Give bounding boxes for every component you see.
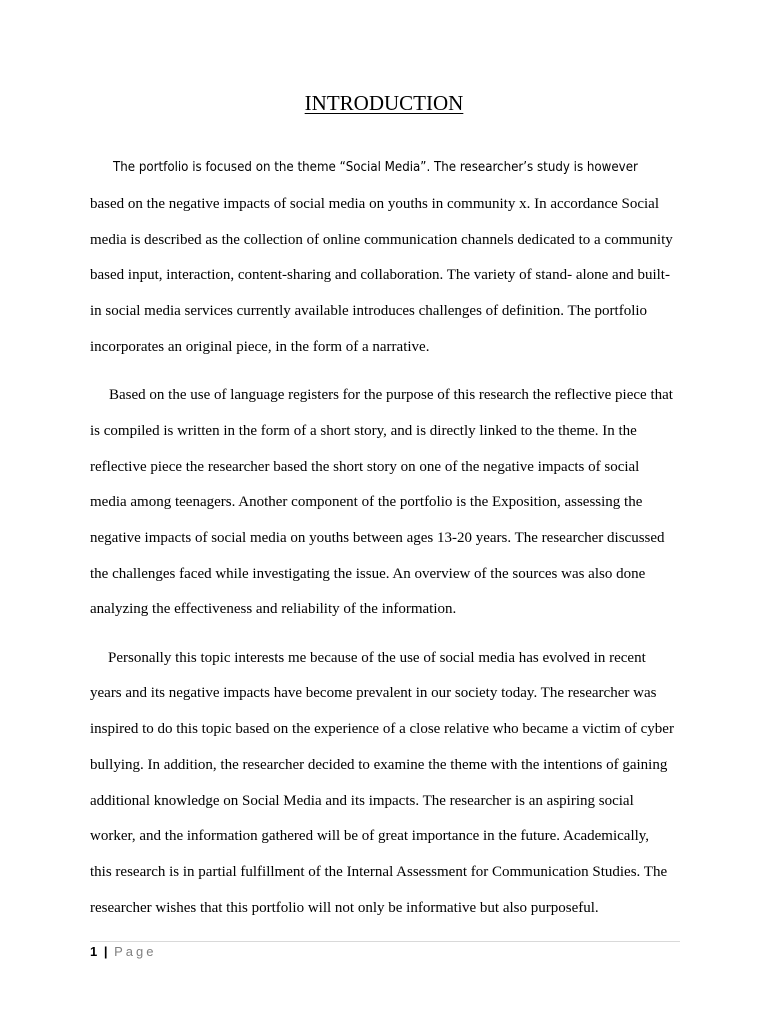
page-label: Page xyxy=(114,944,157,959)
paragraph-2-line-1: Based on the use of language registers for the purpose of this research the reflective piece that xyxy=(109,387,673,403)
paragraph-1-line-4: based input, interaction, content-sharing and collaboration. The variety of stand- alone and built- xyxy=(90,267,670,283)
paragraph-3-line-3: inspired to do this topic based on the experience of a close relative who became a victim of cyber xyxy=(90,721,674,737)
paragraph-1-line-3: media is described as the collection of online communication channels dedicated to a community xyxy=(90,232,673,248)
paragraph-3-line-2: years and its negative impacts have become prevalent in our society today. The researcher was xyxy=(90,685,657,701)
paragraph-1-line-6: incorporates an original piece, in the form of a narrative. xyxy=(90,339,430,355)
page-footer xyxy=(90,943,157,961)
paragraph-2-line-7: analyzing the effectiveness and reliability of the information. xyxy=(90,601,457,617)
paragraph-2-line-5: negative impacts of social media on youths between ages 13-20 years. The researcher discussed xyxy=(90,530,665,546)
page-title: INTRODUCTION xyxy=(304,91,464,115)
paragraph-2-line-2: is compiled is written in the form of a short story, and is directly linked to the theme. In the xyxy=(90,423,637,439)
paragraph-2-line-6: the challenges faced while investigating the issue. An overview of the sources was also done xyxy=(90,566,646,582)
page-number: 1 xyxy=(90,944,98,959)
paragraph-3-line-5: additional knowledge on Social Media and its impacts. The researcher is an aspiring social xyxy=(90,793,634,809)
footer-divider xyxy=(90,941,680,942)
paragraph-1-line-1: The portfolio is focused on the theme “Social Media”. The researcher’s study is however xyxy=(113,160,638,175)
paragraph-1-line-5: in social media services currently available introduces challenges of definition. The portfolio xyxy=(90,303,648,319)
paragraph-3-line-1: Personally this topic interests me because of the use of social media has evolved in recent xyxy=(108,650,646,666)
paragraph-2-line-3: reflective piece the researcher based the short story on one of the negative impacts of social xyxy=(90,459,640,475)
paragraph-2-line-4: media among teenagers. Another component of the portfolio is the Exposition, assessing the xyxy=(90,494,643,510)
paragraph-3-line-4: bullying. In addition, the researcher decided to examine the theme with the intentions of gaining xyxy=(90,757,668,773)
paragraph-1-line-2: based on the negative impacts of social media on youths in community x. In accordance Social xyxy=(90,196,660,212)
paragraph-3-line-6: worker, and the information gathered will be of great importance in the future. Academically, xyxy=(90,828,650,844)
paragraph-3-line-7: this research is in partial fulfillment of the Internal Assessment for Communication Studies. The xyxy=(90,864,668,880)
paragraph-3-line-8: researcher wishes that this portfolio will not only be informative but also purposeful. xyxy=(90,900,599,916)
page-separator: | xyxy=(103,944,108,959)
